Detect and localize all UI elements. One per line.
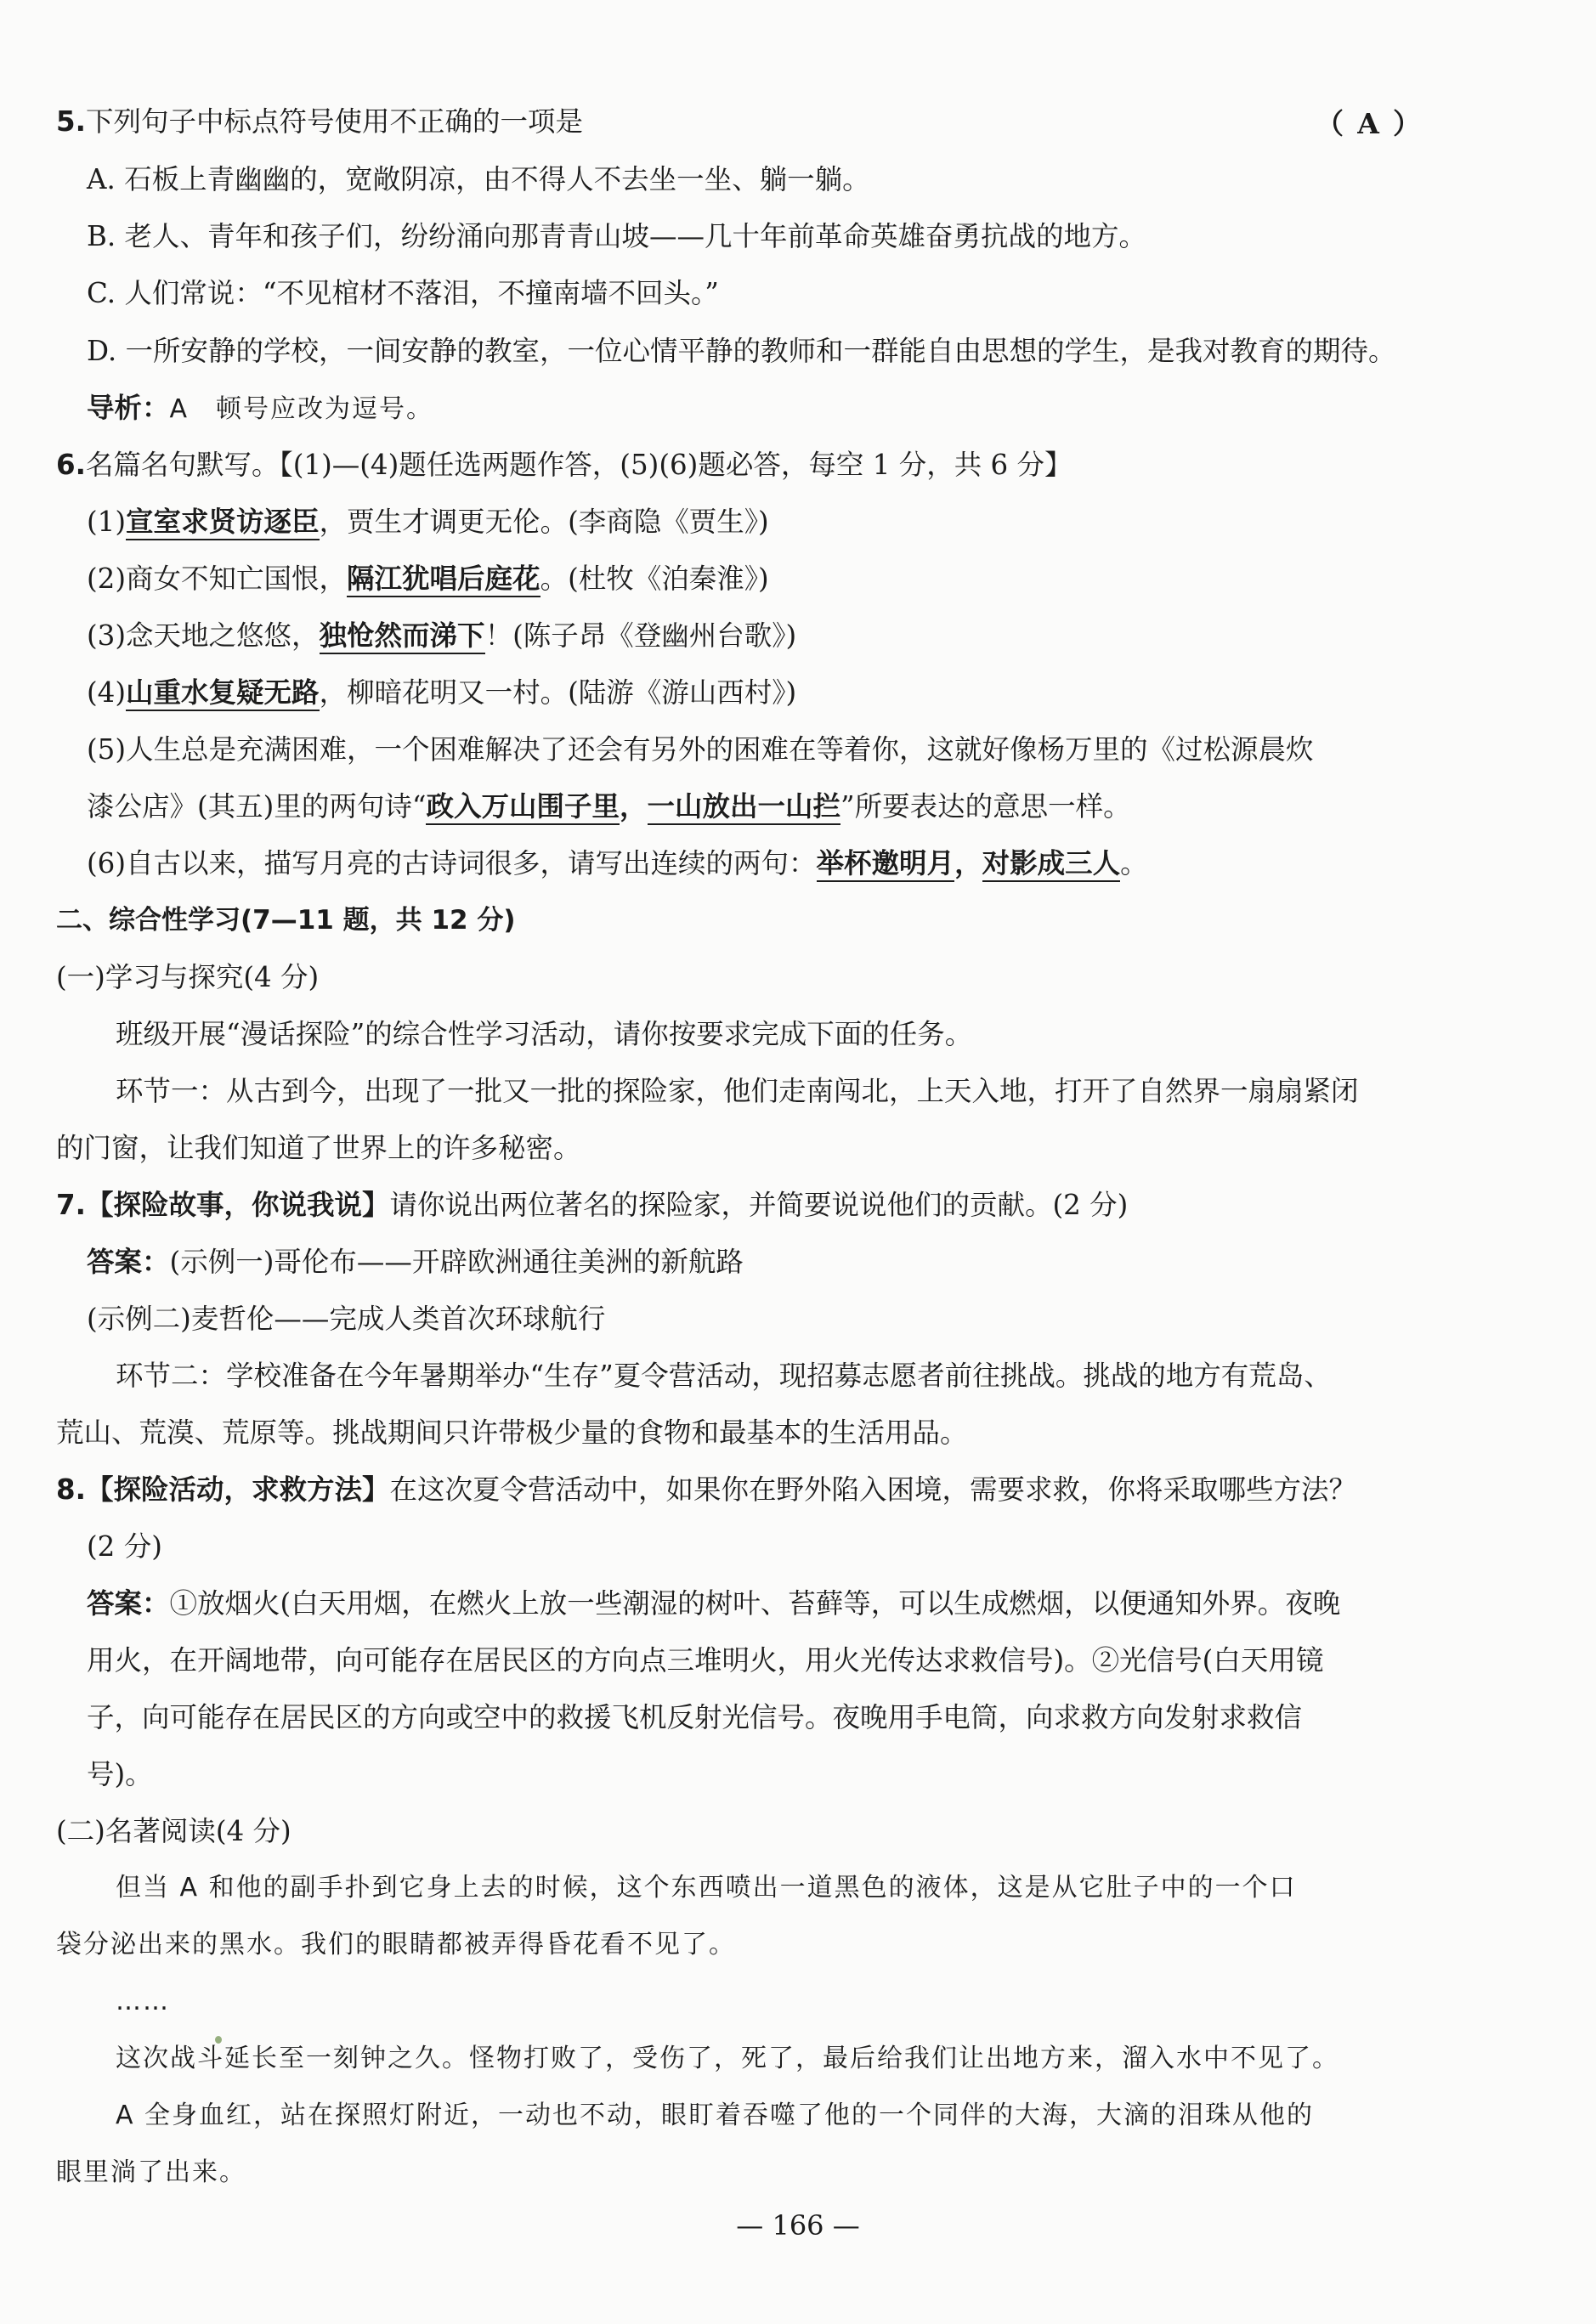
link-2-line-a: 环节二：学校准备在今年暑期举办“生存”夏令营活动，现招募志愿者前往挑战。挑战的地方有荒岛、 (116, 1360, 1332, 1392)
q5-number: 5. (56, 105, 86, 138)
q5-answer-bracket: （ A ） (1316, 107, 1421, 140)
q7-number: 7. (56, 1189, 86, 1221)
excerpt-p1-line-b: 袋分泌出来的黑水。我们的眼睛都被弄得昏花看不见了。 (56, 1930, 736, 1959)
q6-fill-2: 隔江犹唱后庭花 (347, 563, 540, 597)
q5-option-d: D. 一所安静的学校，一间安静的教室，一位心情平静的教师和一群能自由思想的学生，是我对教育的期待。 (87, 335, 1396, 367)
q6-line-5b: 漆公店》(其五)里的两句诗“政入万山围子里，一山放出一山拦”所要表达的意思一样。 (87, 787, 1131, 826)
link-1-line-a: 环节一：从古到今，出现了一批又一批的探险家，他们走南闯北，上天入地，打开了自然界一扇扇紧闭 (116, 1075, 1359, 1107)
page-number: — 166 — (736, 2209, 860, 2242)
q6-line-3: (3)念天地之悠悠，独怆然而涕下！(陈子昂《登幽州台歌》) (87, 616, 796, 655)
q8-tag: 【探险活动，求救方法】 (85, 1473, 390, 1506)
q6-line-5a: (5)人生总是充满困难，一个困难解决了还会有另外的困难在等着你，这就好像杨万里的《过松源晨炊 (87, 733, 1314, 766)
q5-guide: 导析：A 顿号应改为逗号。 (87, 392, 434, 424)
subsection-1-title: (一)学习与探究(4 分) (56, 961, 320, 993)
excerpt-p1-line-a: 但当 A 和他的副手扑到它身上去的时候，这个东西喷出一道黑色的液体，这是从它肚子中的一个口 (116, 1873, 1297, 1903)
q8-answer-c: 子，向可能存在居民区的方向或空中的救援飞机反射光信号。夜晚用手电筒，向求救方向发射求救信 (87, 1701, 1303, 1733)
q6-number: 6. (56, 449, 86, 481)
q7-answer-1: 答案：(示例一)哥伦布——开辟欧洲通往美洲的新航路 (87, 1246, 744, 1278)
q7-answer-2: (示例二)麦哲伦——完成人类首次环球航行 (87, 1303, 606, 1335)
excerpt-p2: 这次战斗延长至一刻钟之久。怪物打败了，受伤了，死了，最后给我们让出地方来，溜入水中不见了。 (116, 2044, 1339, 2073)
q6-stem: 6.名篇名句默写。【(1)—(4)题任选两题作答，(5)(6)题必答，每空 1 分，共 6 分】 (56, 449, 1072, 481)
q6-fill-4: 山重水复疑无路 (126, 676, 320, 711)
q6-fill-3: 独怆然而涕下 (320, 619, 485, 654)
q6-line-4: (4)山重水复疑无路，柳暗花明又一村。(陆游《游山西村》) (87, 673, 796, 712)
link-1-line-b: 的门窗，让我们知道了世界上的许多秘密。 (56, 1132, 581, 1164)
q7-tag: 【探险故事，你说我说】 (85, 1189, 390, 1221)
q8-stem: 8.【探险活动，求救方法】在这次夏令营活动中，如果你在野外陷入困境，需要求救，你将采取哪些方法？ (56, 1473, 1356, 1506)
q8-answer-a: 答案：①放烟火(白天用烟，在燃火上放一些潮湿的树叶、苔藓等，可以生成燃烟，以便通知外界。夜晚 (87, 1587, 1341, 1620)
section-2-title: 二、综合性学习(7—11 题，共 12 分) (56, 905, 516, 936)
q6-fill-6b: 对影成三人 (982, 847, 1121, 882)
q8-answer-b: 用火，在开阔地带，向可能存在居民区的方向点三堆明火，用火光传达求救信号)。②光信号(白天用镜 (87, 1644, 1324, 1677)
excerpt-p3-line-b: 眼里淌了出来。 (56, 2157, 246, 2187)
excerpt-p3-line-a: A 全身血红，站在探照灯附近，一动也不动，眼盯着吞噬了他的一个同伴的大海，大滴的泪珠从他的 (116, 2101, 1315, 2130)
link-2-line-b: 荒山、荒漠、荒原等。挑战期间只许带极少量的食物和最基本的生活用品。 (56, 1416, 968, 1449)
q6-line-2: (2)商女不知亡国恨，隔江犹唱后庭花。(杜牧《泊秦淮》) (87, 559, 769, 598)
q7-stem: 7.【探险故事，你说我说】请你说出两位著名的探险家，并简要说说他们的贡献。(2 分) (56, 1189, 1129, 1221)
answer-label: 答案： (87, 1246, 170, 1278)
q5-option-b: B. 老人、青年和孩子们，纷纷涌向那青青山坡——几十年前革命英雄奋勇抗战的地方。 (87, 220, 1147, 252)
guide-label: 导析： (87, 392, 170, 424)
q5-option-a: A. 石板上青幽幽的，宽敞阴凉，由不得人不去坐一坐、躺一躺。 (87, 163, 870, 195)
subsection-2-title: (二)名著阅读(4 分) (56, 1815, 291, 1847)
q5-answer: A (1357, 107, 1379, 140)
q8-number: 8. (56, 1473, 86, 1506)
q6-line-6: (6)自古以来，描写月亮的古诗词很多，请写出连续的两句：举杯邀明月，对影成三人。 (87, 844, 1148, 883)
q6-fill-1: 宣室求贤访逐臣 (126, 506, 320, 540)
excerpt-ellipsis: …… (116, 1987, 170, 2016)
q6-fill-6a: 举杯邀明月 (817, 847, 955, 882)
q5-option-c: C. 人们常说：“不见棺材不落泪，不撞南墙不回头。” (87, 277, 719, 309)
q6-line-1: (1)宣室求贤访逐臣，贾生才调更无伦。(李商隐《贾生》) (87, 502, 769, 541)
activity-intro: 班级开展“漫话探险”的综合性学习活动，请你按要求完成下面的任务。 (116, 1018, 973, 1050)
answer-label: 答案： (87, 1587, 170, 1620)
q8-score: (2 分) (87, 1530, 162, 1563)
q6-fill-5a: 政入万山围子里 (426, 790, 620, 825)
q8-answer-d: 号)。 (87, 1758, 153, 1790)
q5-stem: 5.下列句子中标点符号使用不正确的一项是 (56, 105, 583, 138)
q6-fill-5b: 一山放出一山拦 (648, 790, 841, 825)
